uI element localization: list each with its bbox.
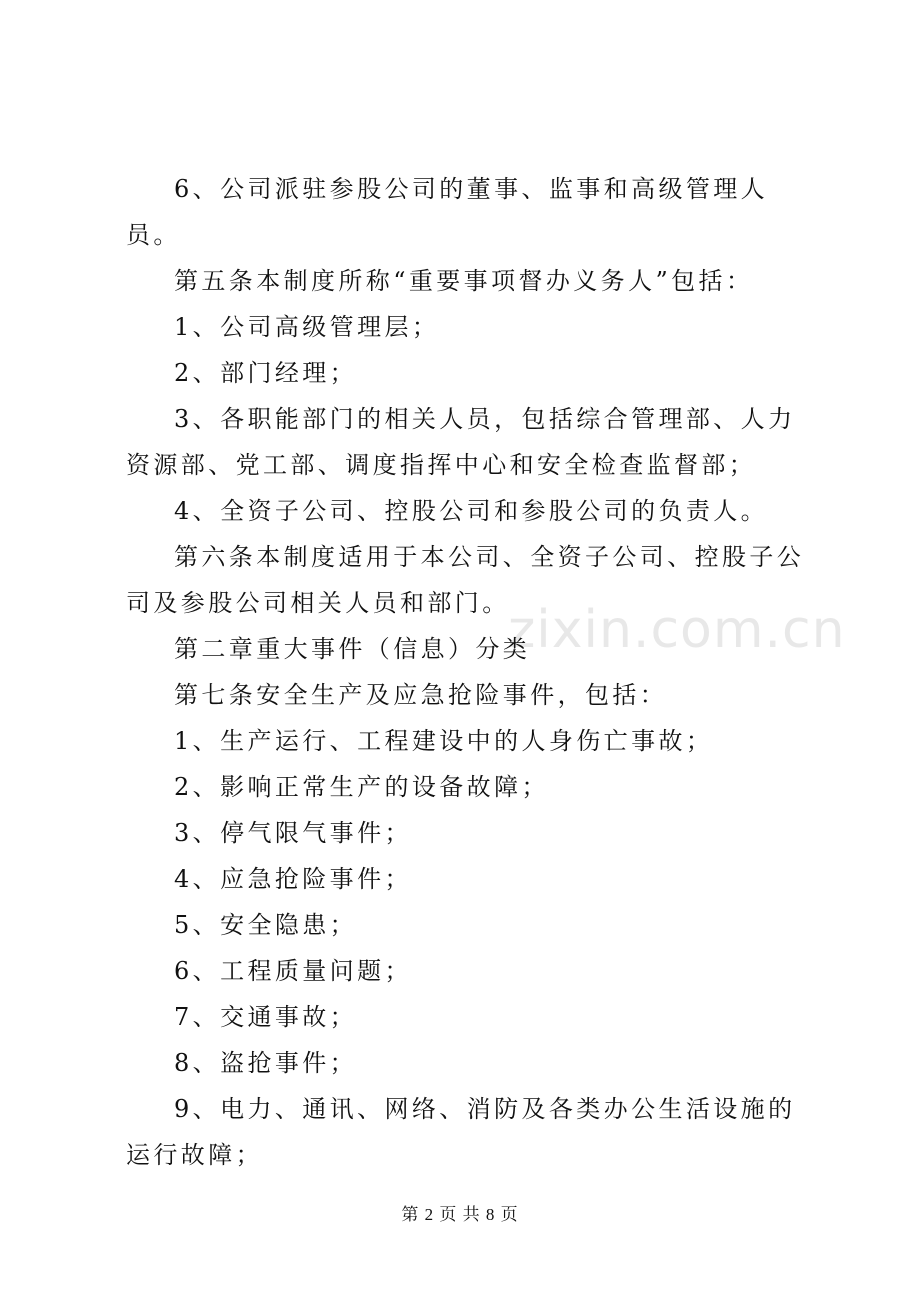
paragraph: 3、各职能部门的相关人员，包括综合管理部、人力资源部、党工部、调度指挥中心和安全检查监督部； bbox=[126, 405, 796, 479]
paragraph: 2、部门经理； bbox=[174, 359, 358, 387]
document-body bbox=[126, 166, 806, 1178]
paragraph: 第七条安全生产及应急抢险事件，包括： bbox=[174, 681, 668, 709]
paragraph: 第五条本制度所称“重要事项督办义务人”包括： bbox=[174, 267, 754, 295]
list-item: 2、影响正常生产的设备故障； bbox=[174, 773, 549, 801]
list-item: 6、工程质量问题； bbox=[174, 957, 412, 985]
watermark: zixin.com.cn bbox=[508, 600, 846, 660]
paragraph: 1、公司高级管理层； bbox=[174, 313, 440, 341]
list-item: 7、交通事故； bbox=[174, 1003, 358, 1031]
list-item: 9、电力、通讯、网络、消防及各类办公生活设施的运行故障； bbox=[126, 1095, 796, 1169]
list-item: 1、生产运行、工程建设中的人身伤亡事故； bbox=[174, 727, 714, 755]
list-item: 4、应急抢险事件； bbox=[174, 865, 412, 893]
list-item: 3、停气限气事件； bbox=[174, 819, 412, 847]
paragraph: 4、全资子公司、控股公司和参股公司的负责人。 bbox=[174, 497, 769, 525]
list-item: 5、安全隐患； bbox=[174, 911, 358, 939]
page-number-footer: 第 2 页 共 8 页 bbox=[401, 1205, 519, 1224]
paragraph: 第六条本制度适用于本公司、全资子公司、控股子公司及参股公司相关人员和部门。 bbox=[126, 543, 805, 617]
paragraph: 6、公司派驻参股公司的董事、监事和高级管理人员。 bbox=[126, 175, 769, 249]
list-item: 8、盗抢事件； bbox=[174, 1049, 358, 1077]
section-heading: 第二章重大事件（信息）分类 bbox=[174, 635, 531, 663]
